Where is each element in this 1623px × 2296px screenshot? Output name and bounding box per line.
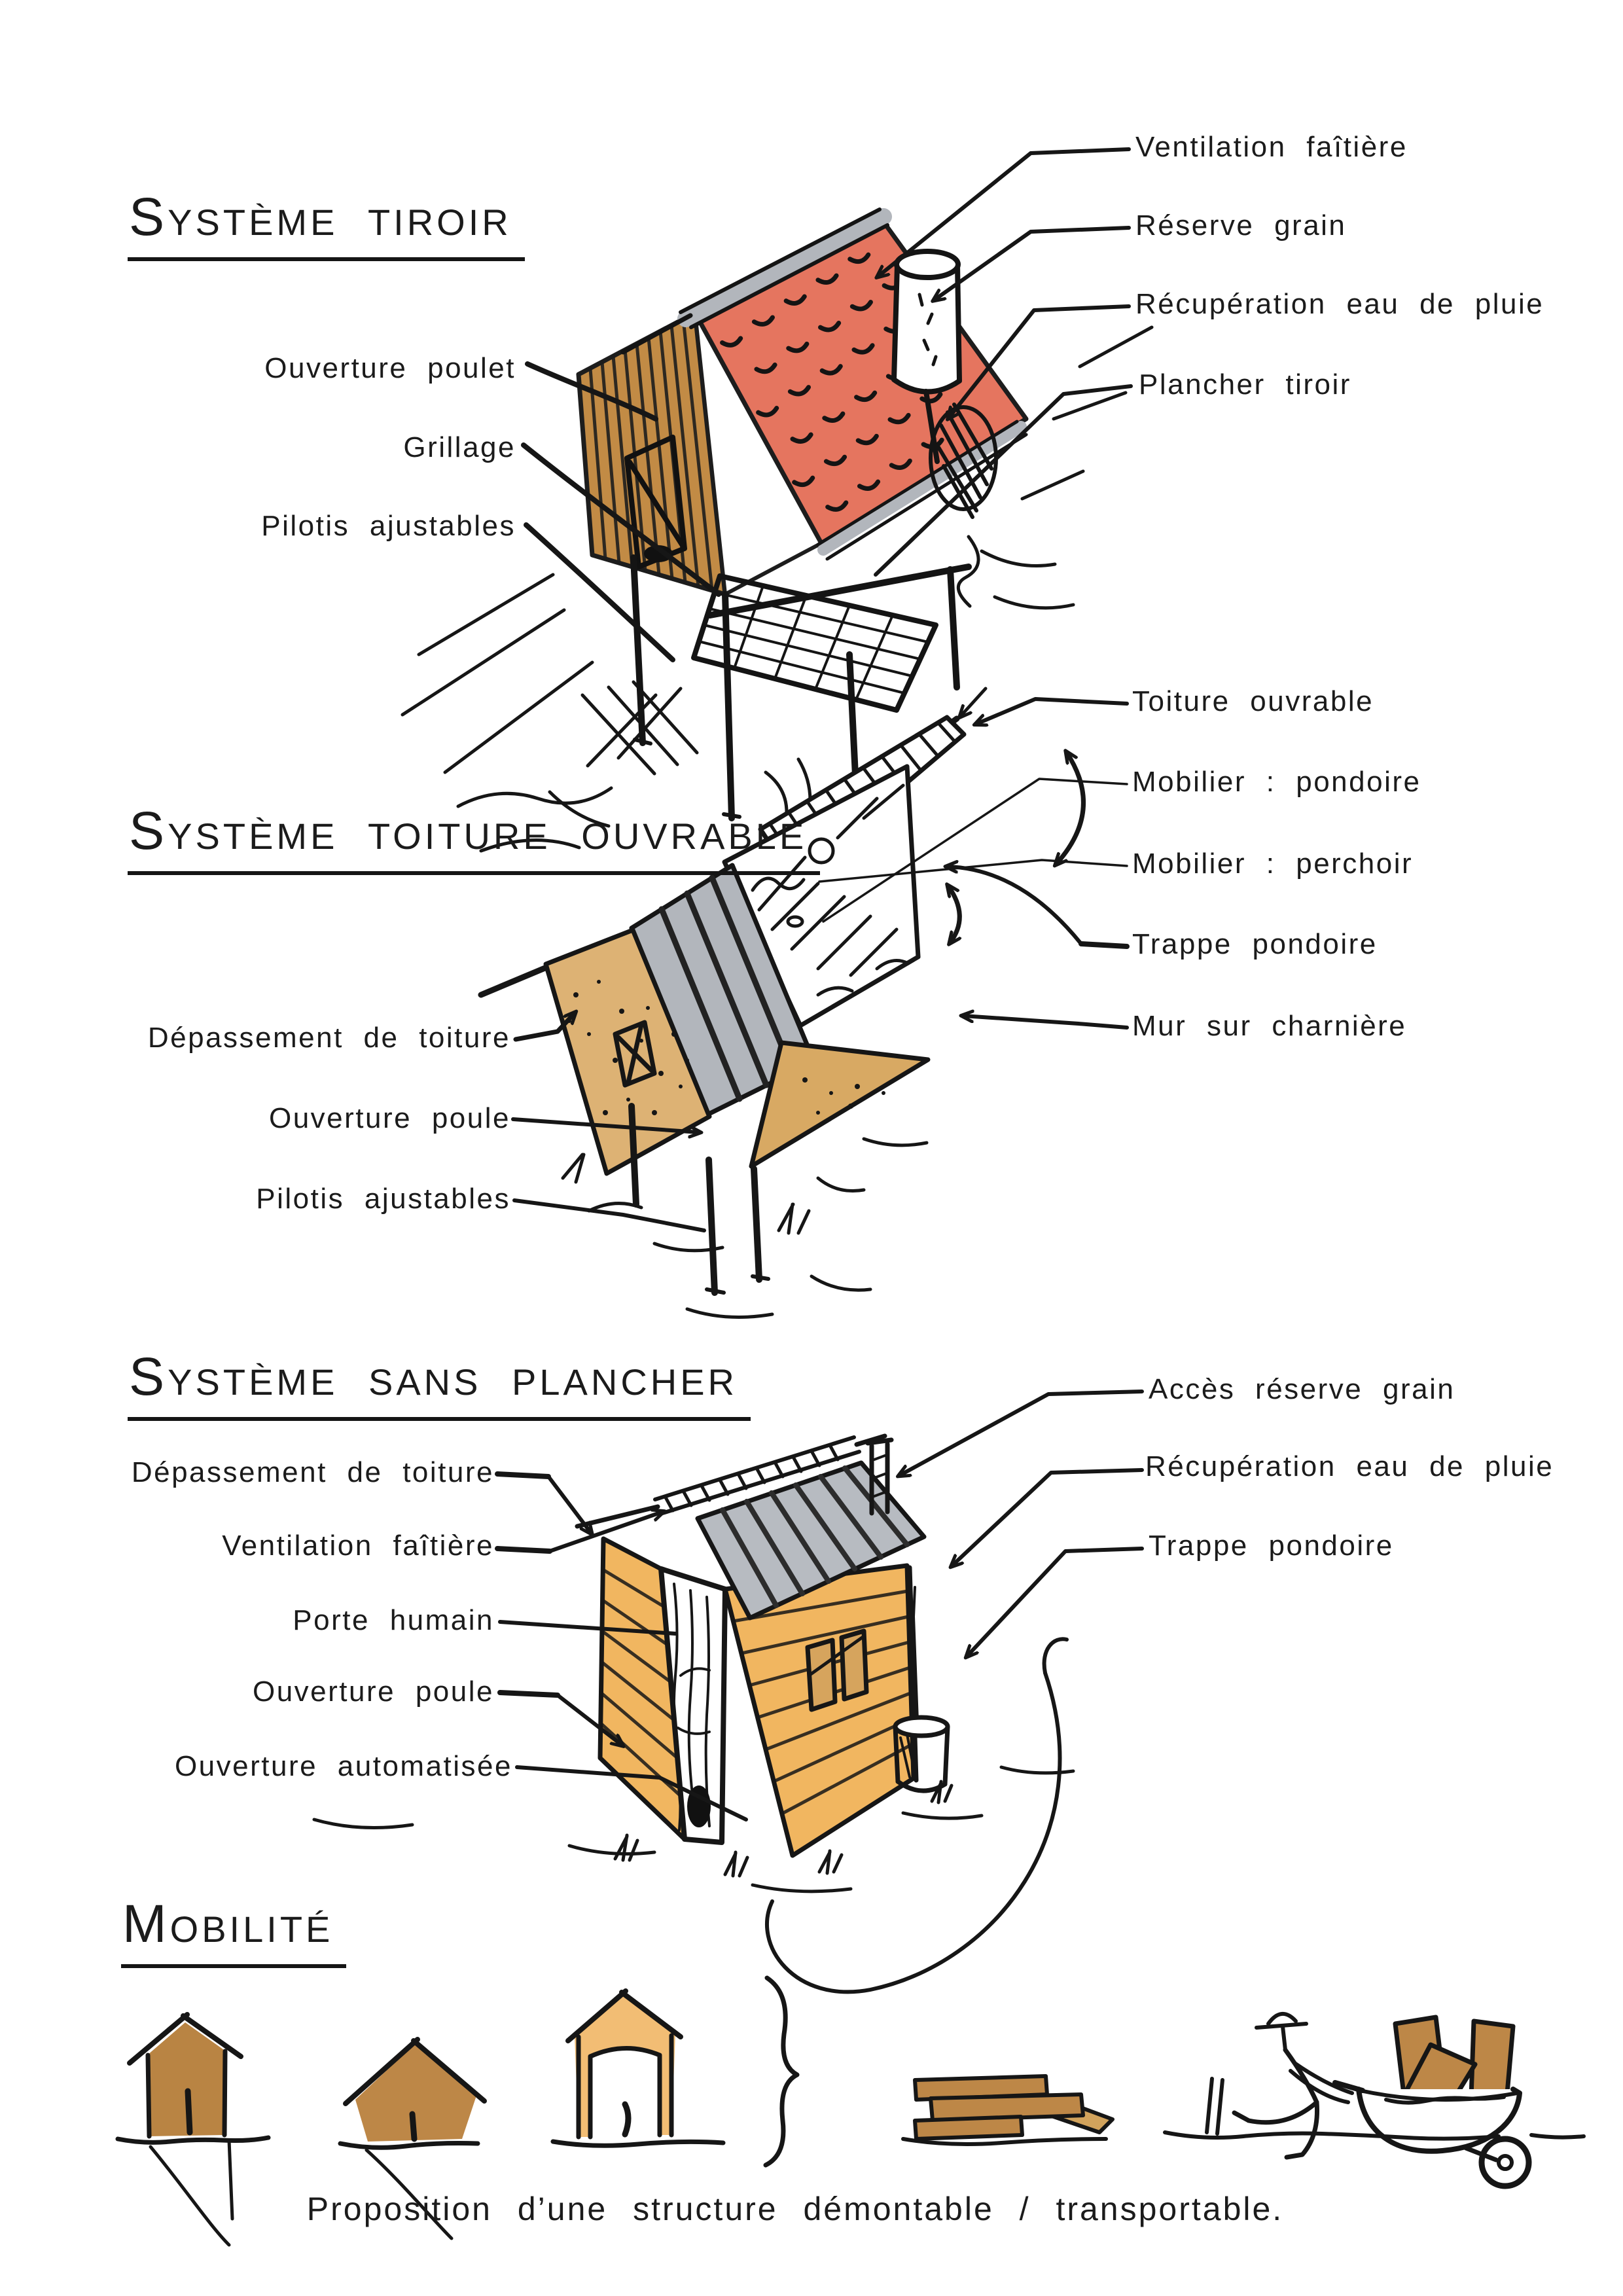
label-mur-sur-charniere: Mur sur charnière bbox=[1132, 1010, 1407, 1042]
label-depassement-toiture-1: Dépassement de toiture bbox=[147, 1022, 510, 1054]
leader-trappe-pondoire-1 bbox=[948, 867, 1081, 944]
label-ouverture-poulet: Ouverture poulet bbox=[264, 352, 516, 384]
brace bbox=[766, 1978, 797, 2165]
mobility-wheelbarrow bbox=[1165, 2017, 1584, 2186]
label-ouverture-poule-1: Ouverture poule bbox=[268, 1102, 510, 1134]
label-depassement-toiture-2: Dépassement de toiture bbox=[131, 1456, 494, 1488]
leader-depassement-2 bbox=[548, 1477, 591, 1533]
label-ventilation-faitiere-2: Ventilation faîtière bbox=[222, 1530, 494, 1562]
leader-trappe-pondoire-1-stub bbox=[1081, 944, 1127, 946]
label-toiture-ouvrable: Toiture ouvrable bbox=[1132, 685, 1374, 717]
label-ventilation-faitiere-1: Ventilation faîtière bbox=[1135, 131, 1408, 163]
rotation-arrow-trappe bbox=[948, 886, 959, 942]
label-porte-humain: Porte humain bbox=[293, 1604, 494, 1636]
label-plancher-tiroir: Plancher tiroir bbox=[1139, 368, 1351, 401]
leader-ouverture-poule-2-stub bbox=[500, 1693, 558, 1695]
label-acces-reserve-grain: Accès réserve grain bbox=[1149, 1373, 1455, 1405]
mobility-planks bbox=[903, 2076, 1113, 2144]
leader-mur-charniere bbox=[963, 1016, 1127, 1028]
label-reserve-grain: Réserve grain bbox=[1135, 209, 1347, 242]
label-ouverture-poule-2: Ouverture poule bbox=[252, 1676, 494, 1708]
rotation-arrow-lid bbox=[1056, 753, 1083, 864]
section-title-mobilite: MOBILITÉ bbox=[121, 1893, 346, 1968]
sketch-systeme-toiture-ouvrable bbox=[481, 689, 1083, 1318]
coop2-hinged-wall bbox=[751, 1043, 928, 1166]
leader-depassement-2-stub bbox=[497, 1474, 548, 1477]
label-recuperation-eau-1: Récupération eau de pluie bbox=[1135, 288, 1544, 320]
section-title-systeme-toiture-ouvrable: SYSTÈME TOITURE OUVRABLE bbox=[128, 800, 820, 875]
caption: Proposition d’une structure démontable / transportable. bbox=[306, 2191, 1284, 2227]
label-pilotis-ajustables-1: Pilotis ajustables bbox=[261, 510, 516, 542]
label-grillage: Grillage bbox=[403, 431, 516, 463]
label-pilotis-ajustables-2: Pilotis ajustables bbox=[256, 1183, 510, 1215]
leader-toiture-ouvrable bbox=[976, 699, 1127, 724]
mobility-house-lifted bbox=[553, 1991, 723, 2145]
leader-acces-reserve bbox=[900, 1391, 1142, 1475]
label-mobilier-pondoire: Mobilier : pondoire bbox=[1132, 766, 1421, 798]
coop3-cable-hook bbox=[1044, 1639, 1067, 1673]
label-recuperation-eau-2: Récupération eau de pluie bbox=[1145, 1450, 1554, 1482]
section-title-systeme-sans-plancher: SYSTÈME SANS PLANCHER bbox=[128, 1346, 751, 1421]
leader-ventilation-faitiere-2-stub bbox=[497, 1549, 550, 1551]
label-ouverture-automatisee: Ouverture automatisée bbox=[174, 1750, 512, 1782]
section-title-systeme-tiroir: SYSTÈME TIROIR bbox=[128, 186, 525, 261]
label-mobilier-perchoir: Mobilier : perchoir bbox=[1132, 848, 1414, 880]
label-trappe-pondoire-2: Trappe pondoire bbox=[1149, 1530, 1394, 1562]
mobility-house-closed bbox=[118, 2015, 268, 2245]
coop2-lid-arrow bbox=[961, 689, 986, 716]
label-trappe-pondoire-1: Trappe pondoire bbox=[1132, 928, 1378, 960]
sketch-systeme-sans-plancher bbox=[314, 1436, 1073, 1992]
leader-reserve-grain bbox=[935, 228, 1129, 300]
